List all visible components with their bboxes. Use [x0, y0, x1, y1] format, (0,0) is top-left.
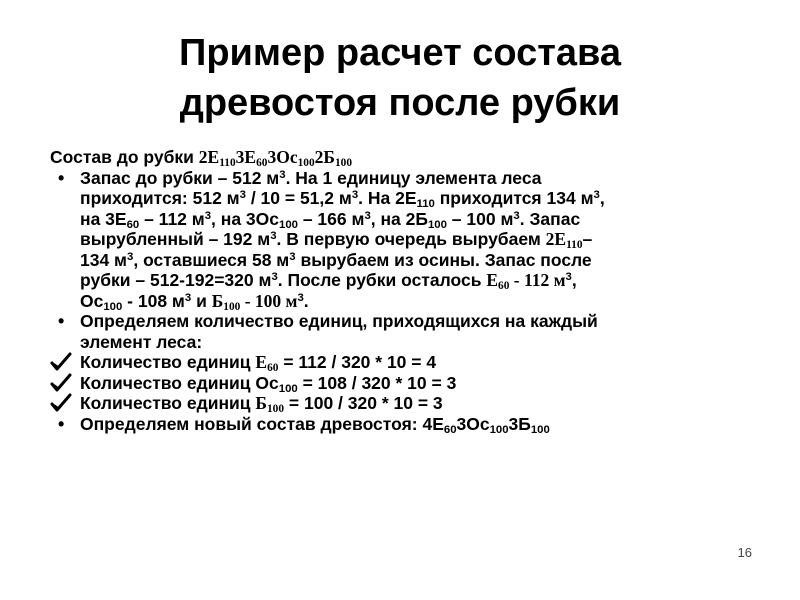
bullet-dot-icon: •	[58, 413, 65, 434]
slide-title-line-1: Пример расчет состава	[179, 32, 621, 74]
bullet-dot-icon: •	[58, 167, 65, 188]
bullet-dot-icon: •	[58, 311, 65, 331]
checkmark-icon	[50, 373, 74, 393]
intro-formula: $2Е_{110}3Е_{60}3Ос_{100}2Б_{100}$	[198, 147, 353, 169]
check-item-spruce: Количество единиц $Е_{60} = 112 / 320 * 10 = 4$	[50, 352, 780, 373]
check-item-aspen: Количество единиц $Ос_{100} = 108 / 320 * 10 = 3$	[50, 373, 780, 394]
page-number: 16	[737, 545, 752, 560]
bullet-stock-before-cutting: • Запас до рубки – 512 $м^3$. На 1 единицу элемента леса приходится: 512 $м^3 / 10 = 51,2$ $м^3$. На $2Е_{110}$ приходится 134 $м^3$, на $3Е_{60} - 112$ $м^3$, на $3Ос_{100} - 166$ $м^3$, на $2Б_{100} - 100$ $м^3$. Запас вырубленный – 192 $м^3$. В первую очередь вырубаем $2Е_{110}-$ 134 $м^3$, оставшиеся 58 $м^3$ вырубаем из осины. Запас после рубки – 512-192=320 $м^3$. После рубки осталось $Е_{60} - 112$ $м^3$, $Ос_{100} - 108$ $м^3$ и $Б_{100} - 100$ $м^3$.	[58, 167, 605, 313]
intro-label: Состав до рубки	[50, 147, 199, 167]
check-item-birch: Количество единиц $Б_{100} = 100 / 320 * 10 = 3$	[50, 393, 780, 414]
slide-body	[50, 147, 780, 434]
checkmark-icon	[50, 393, 74, 413]
slide-title-line-2: древостоя после рубки	[179, 82, 621, 124]
intro-line	[50, 147, 780, 168]
slide-title	[0, 28, 800, 128]
bullet-determine-units: • Определяем количество единиц, приходящихся на каждый элемент леса:	[58, 311, 598, 352]
bullet-new-composition: • Определяем новый состав древостоя: $4Е_{60}3Ос_{100}3Б_{100}$	[58, 413, 550, 436]
checkmark-icon	[50, 352, 74, 372]
